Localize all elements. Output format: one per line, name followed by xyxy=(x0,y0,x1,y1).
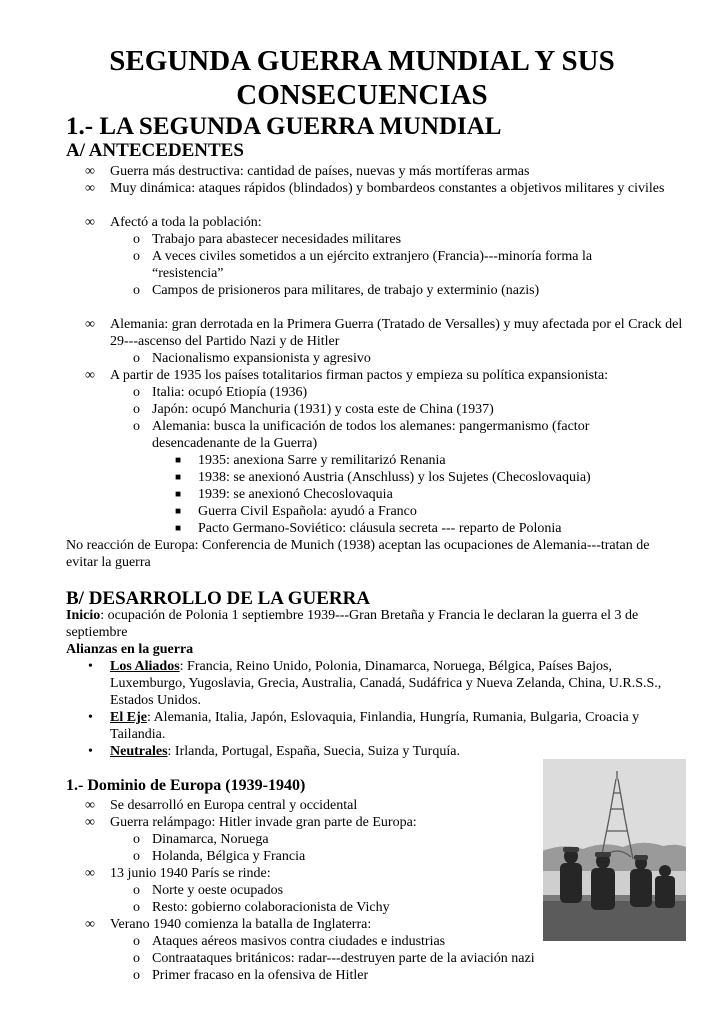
circle-bullet-icon: o xyxy=(133,249,140,264)
list-item: o Resto: gobierno colaboracionista de Vichy xyxy=(133,900,390,915)
circle-bullet-icon: o xyxy=(133,849,140,864)
list-item: ∞ Se desarrolló en Europa central y occidental xyxy=(85,798,358,813)
list-item: o Nacionalismo expansionista y agresivo xyxy=(133,351,371,366)
list-item: o Alemania: busca la unificación de todos los alemanes: pangermanismo (factor desencadenante de la Guerra) xyxy=(133,419,590,451)
infinity-bullet-icon: ∞ xyxy=(85,215,95,230)
list-item: ∞ Afectó a toda la población: xyxy=(85,215,262,230)
list-item: ■ Guerra Civil Española: ayudó a Franco xyxy=(175,504,417,519)
aliados-label: Los Aliados xyxy=(110,659,180,674)
desarrollo-heading: B/ DESARROLLO DE LA GUERRA xyxy=(66,588,371,609)
closing-paragraph: No reacción de Europa: Conferencia de Munich (1938) aceptan las ocupaciones de Alemania---tratan de evitar la guerra xyxy=(66,538,650,570)
infinity-bullet-icon: ∞ xyxy=(85,815,95,830)
list-item: o Dinamarca, Noruega xyxy=(133,832,269,847)
alianzas-heading: Alianzas en la guerra xyxy=(66,642,194,657)
circle-bullet-icon: o xyxy=(133,385,140,400)
photo-illustration xyxy=(543,759,686,941)
eje-label: El Eje xyxy=(110,710,147,725)
square-bullet-icon: ■ xyxy=(175,506,182,517)
list-item: o Campos de prisioneros para militares, de trabajo y exterminio (nazis) xyxy=(133,283,540,298)
neutrales-label: Neutrales xyxy=(110,744,168,759)
list-item: ∞ Alemania: gran derrotada en la Primera Guerra (Tratado de Versalles) y muy afectada por el Crack del 29---ascenso del Partido Nazi y de Hitler xyxy=(85,317,683,349)
section-heading-1: 1.- LA SEGUNDA GUERRA MUNDIAL xyxy=(66,113,502,140)
list-item: o Italia: ocupó Etiopía (1936) xyxy=(133,385,308,400)
list-item xyxy=(82,658,682,709)
infinity-bullet-icon: ∞ xyxy=(85,798,95,813)
circle-bullet-icon: o xyxy=(133,951,140,966)
list-item: ■ 1938: se anexionó Austria (Anschluss) y los Sujetes (Checoslovaquia) xyxy=(175,470,591,485)
circle-bullet-icon: o xyxy=(133,232,140,247)
infinity-bullet-icon: ∞ xyxy=(85,917,95,932)
dot-bullet-icon: • xyxy=(88,744,93,759)
circle-bullet-icon: o xyxy=(133,883,140,898)
square-bullet-icon: ■ xyxy=(175,472,182,483)
circle-bullet-icon: o xyxy=(133,283,140,298)
circle-bullet-icon: o xyxy=(133,832,140,847)
list-item: o Contraataques británicos: radar---destruyen parte de la aviación nazi xyxy=(133,951,535,966)
list-item: o Japón: ocupó Manchuria (1931) y costa este de China (1937) xyxy=(133,402,494,417)
infinity-bullet-icon: ∞ xyxy=(85,866,95,881)
list-item: o Primer fracaso en la ofensiva de Hitler xyxy=(133,968,369,983)
list-item: ■ 1935: anexiona Sarre y remilitarizó Renania xyxy=(175,453,446,468)
list-item: ∞ A partir de 1935 los países totalitarios firman pactos y empieza su política expansionista: xyxy=(85,368,609,383)
circle-bullet-icon: o xyxy=(133,968,140,983)
list-item: o Ataques aéreos masivos contra ciudades e industrias xyxy=(133,934,446,949)
list-item: ∞ Verano 1940 comienza la batalla de Inglaterra: xyxy=(85,917,372,932)
square-bullet-icon: ■ xyxy=(175,455,182,466)
list-item: ■ Pacto Germano-Soviético: cláusula secreta --- reparto de Polonia xyxy=(175,521,562,536)
circle-bullet-icon: o xyxy=(133,900,140,915)
circle-bullet-icon: o xyxy=(133,419,140,434)
infinity-bullet-icon: ∞ xyxy=(85,164,95,179)
list-item: ∞ Guerra relámpago: Hitler invade gran parte de Europa: xyxy=(85,815,417,830)
infinity-bullet-icon: ∞ xyxy=(85,368,95,383)
circle-bullet-icon: o xyxy=(133,402,140,417)
dominio-heading: 1.- Dominio de Europa (1939-1940) xyxy=(66,777,306,794)
list-item: ∞ 13 junio 1940 París se rinde: xyxy=(85,866,271,881)
list-item xyxy=(82,709,682,743)
circle-bullet-icon: o xyxy=(133,934,140,949)
antecedentes-heading: A/ ANTECEDENTES xyxy=(66,140,244,161)
circle-bullet-icon: o xyxy=(133,351,140,366)
inicio-label: Inicio xyxy=(66,608,101,623)
list-item: o A veces civiles sometidos a un ejército extranjero (Francia)---minoría forma la “resistencia” xyxy=(133,249,593,281)
inicio-paragraph xyxy=(66,607,676,641)
list-item: o Norte y oeste ocupados xyxy=(133,883,284,898)
paris-eiffel-tower-photo xyxy=(543,759,686,941)
aliados-text: : Francia, Reino Unido, Polonia, Dinamarca, Noruega, Bélgica, Países Bajos, Luxemburgo, Yugoslavia, Grecia, Australia, Canadá, Sudáfrica y Nueva Zelanda, China, U.R.S.S., Estados Unidos. xyxy=(110,659,662,708)
square-bullet-icon: ■ xyxy=(175,489,182,500)
dot-bullet-icon: • xyxy=(88,710,93,725)
infinity-bullet-icon: ∞ xyxy=(85,317,95,332)
list-item: o Trabajo para abastecer necesidades militares xyxy=(133,232,402,247)
dot-bullet-icon: • xyxy=(88,659,93,674)
document-title: SEGUNDA GUERRA MUNDIAL Y SUS CONSECUENCIAS xyxy=(109,45,615,111)
eje-text: : Alemania, Italia, Japón, Eslovaquia, Finlandia, Hungría, Rumania, Bulgaria, Croacia y Tailandia. xyxy=(110,710,640,742)
list-item: ∞ Guerra más destructiva: cantidad de países, nuevas y más mortíferas armas xyxy=(85,164,530,179)
list-item: ■ 1939: se anexionó Checoslovaquia xyxy=(175,487,393,502)
list-item: ∞ Muy dinámica: ataques rápidos (blindados) y bombardeos constantes a objetivos militares y civiles xyxy=(85,181,665,196)
list-item xyxy=(82,743,682,760)
inicio-text: : ocupación de Polonia 1 septiembre 1939---Gran Bretaña y Francia le declaran la guerra el 3 de septiembre xyxy=(66,608,639,640)
infinity-bullet-icon: ∞ xyxy=(85,181,95,196)
list-item: o Holanda, Bélgica y Francia xyxy=(133,849,306,864)
neutrales-text: : Irlanda, Portugal, España, Suecia, Suiza y Turquía. xyxy=(167,744,460,759)
square-bullet-icon: ■ xyxy=(175,523,182,534)
